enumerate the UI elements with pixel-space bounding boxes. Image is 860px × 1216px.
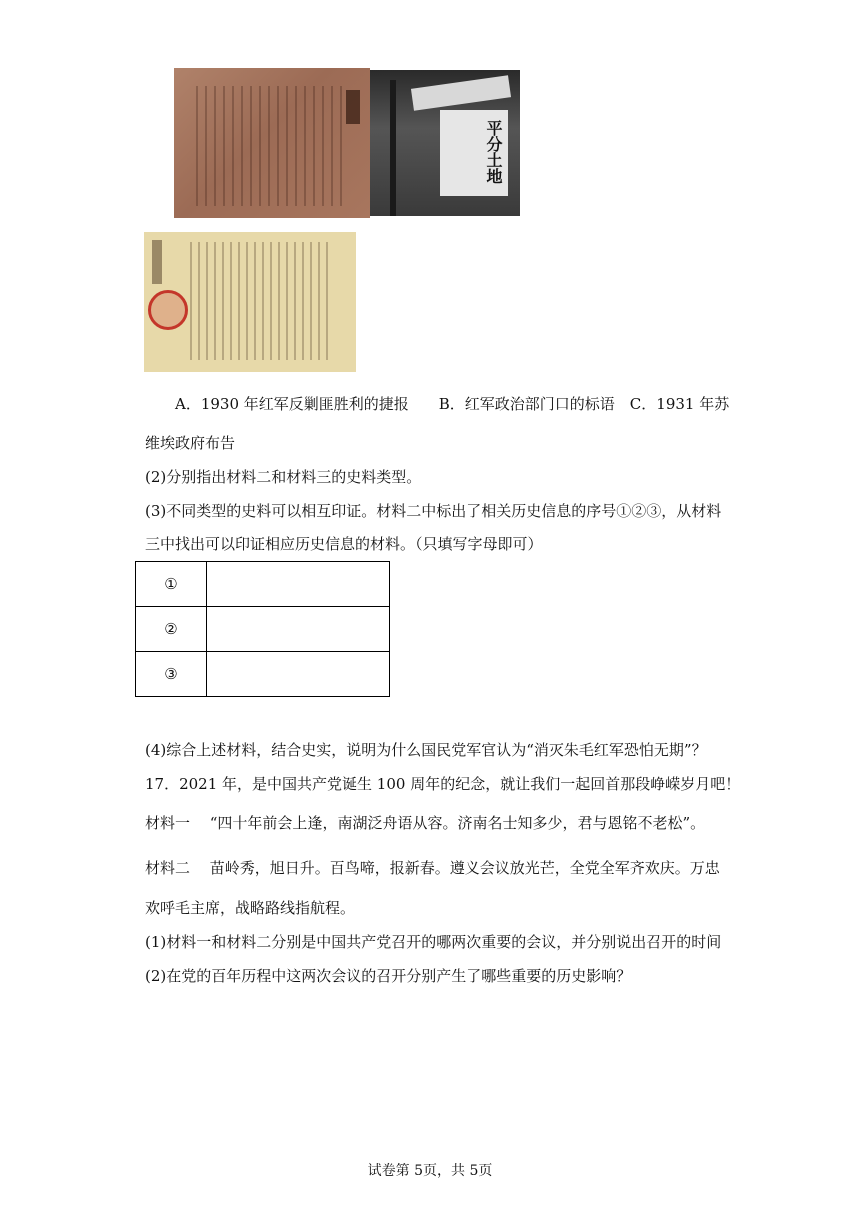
- question-3-line-2: 三中找出可以印证相应历史信息的材料。（只填写字母即可）: [145, 535, 543, 553]
- page-footer: 试卷第 5页，共 5页: [367, 1163, 493, 1179]
- material-2-line-2: 欢呼毛主席，战略路线指航程。: [145, 899, 356, 917]
- question-17: 17．2021 年，是中国共产党诞生 100 周年的纪念，就让我们一起回首那段峥嵘岁月吧！: [145, 775, 741, 793]
- answer-table: [135, 561, 390, 697]
- option-line-1: A．1930 年红军反剿匪胜利的捷报 B．红军政治部门口的标语 C．1931 年苏: [175, 395, 730, 413]
- victory-report-image: [174, 68, 370, 218]
- red-seal-icon: [148, 290, 188, 330]
- question-4: (4)综合上述材料，结合史实，说明为什么国民党军官认为“消灭朱毛红军恐怕无期”？: [145, 741, 707, 759]
- question-3-line-1: (3)不同类型的史料可以相互印证。材料二中标出了相关历史信息的序号①②③，从材料: [145, 502, 722, 520]
- soviet-notice-image: [144, 232, 356, 372]
- option-line-2: 维埃政府布告: [145, 434, 236, 452]
- row-number: ③: [136, 652, 207, 697]
- slogan-text: 平分土地: [484, 120, 503, 184]
- table-row: [136, 607, 390, 652]
- question-17-1: (1)材料一和材料二分别是中国共产党召开的哪两次重要的会议，并分别说出召开的时间: [145, 933, 722, 951]
- row-number: ②: [136, 607, 207, 652]
- answer-cell[interactable]: [207, 607, 390, 652]
- table-row: [136, 652, 390, 697]
- material-1: 材料一 “四十年前会上逢，南湖泛舟语从容。济南名士知多少，君与恩铭不老松”。: [145, 814, 706, 832]
- question-17-2: (2)在党的百年历程中这两次会议的召开分别产生了哪些重要的历史影响？: [145, 967, 632, 985]
- question-2: (2)分别指出材料二和材料三的史料类型。: [145, 468, 422, 486]
- answer-cell[interactable]: [207, 562, 390, 607]
- slogan-wall-photo: [370, 70, 520, 216]
- row-number: ①: [136, 562, 207, 607]
- table-row: [136, 562, 390, 607]
- material-2-line-1: 材料二 苗岭秀，旭日升。百鸟啼，报新春。遵义会议放光芒，全党全军齐欢庆。万忠: [145, 859, 720, 877]
- answer-cell[interactable]: [207, 652, 390, 697]
